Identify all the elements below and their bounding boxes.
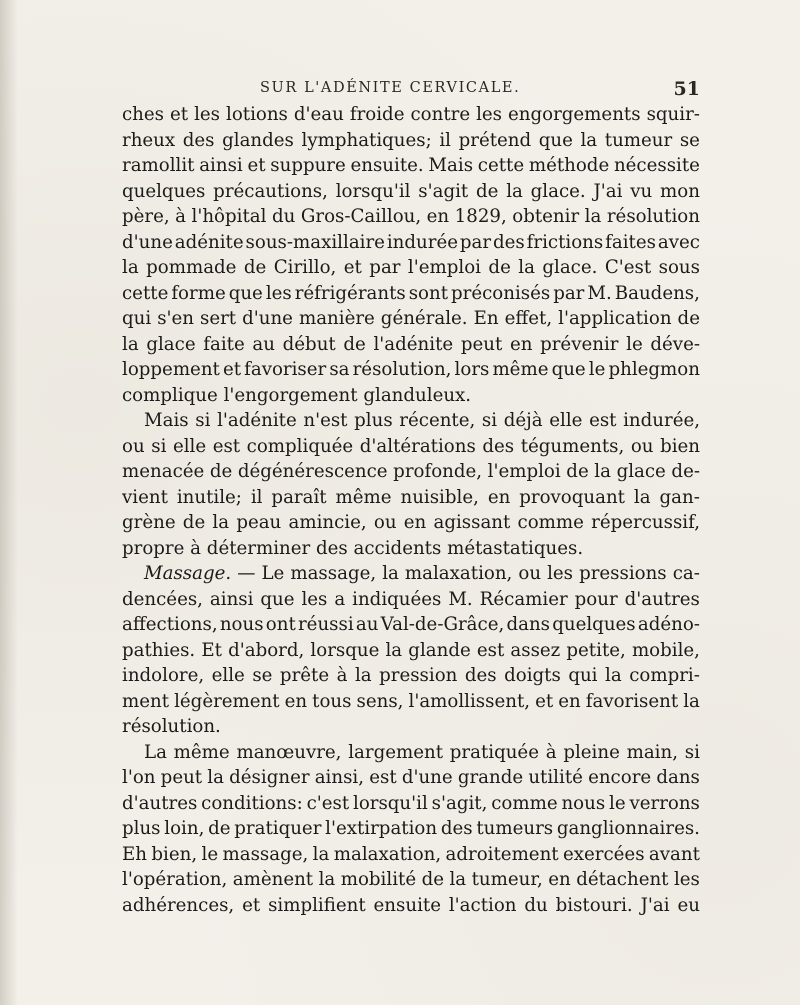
text-line: la pommade de Cirillo, et par l'emploi de la glace. C'est sous xyxy=(122,257,700,278)
page-gutter-shadow xyxy=(0,0,18,1005)
text-line: cette forme que les réfrigérants sont préconisés par M. Baudens, xyxy=(122,282,700,304)
text-line: vient inutile; il paraît même nuisible, en provoquant la gan- xyxy=(122,486,700,508)
text-line: La même manœuvre, largement pratiquée à pleine main, si xyxy=(144,741,700,763)
text-line: affections, nous ont réussi au Val-de-Grâce, dans quelques adéno- xyxy=(122,614,700,635)
text-line: d'une adénite sous-maxillaire indurée par des frictions faites avec xyxy=(122,231,700,253)
text-line: grène de la peau amincie, ou en agissant comme répercussif, xyxy=(122,512,700,533)
text-line: dencées, ainsi que les a indiquées M. Récamier pour d'autres xyxy=(122,588,700,610)
text-line: Mais si l'adénite n'est plus récente, si déjà elle est indurée, xyxy=(144,410,700,431)
text-line: l'opération, amènent la mobilité de la tumeur, en détachent les xyxy=(122,869,700,890)
running-head xyxy=(120,80,700,102)
page-number: 51 xyxy=(673,78,700,100)
text-line: indolore, elle se prête à la pression des doigts qui la compri- xyxy=(122,665,700,686)
text-line: ou si elle est compliquée d'altérations des téguments, ou bien xyxy=(122,435,700,457)
text-line: rheux des glandes lymphatiques; il prétend que la tumeur se xyxy=(122,129,700,151)
body-text xyxy=(122,102,700,918)
running-title: SUR L'ADÉNITE CERVICALE. xyxy=(260,80,521,96)
text-line: d'autres conditions: c'est lorsqu'il s'agit, comme nous le verrons xyxy=(122,792,700,814)
text-line: complique l'engorgement glanduleux. xyxy=(122,384,472,406)
text-line: la glace faite au début de l'adénite peut en prévenir le déve- xyxy=(122,333,700,355)
text-line: propre à déterminer des accidents métastatiques. xyxy=(122,537,584,559)
text-line: plus loin, de pratiquer l'extirpation des tumeurs ganglionnaires. xyxy=(122,818,700,839)
text-line: quelques précautions, lorsqu'il s'agit de la glace. J'ai vu mon xyxy=(122,180,700,202)
text-line: résolution. xyxy=(122,716,221,737)
text-line: ment légèrement en tous sens, l'amollissent, et en favorisent la xyxy=(122,690,700,712)
text-line: Massage. — Le massage, la malaxation, ou les pressions ca- xyxy=(144,563,700,584)
text-line: qui s'en sert d'une manière générale. En effet, l'application de xyxy=(122,308,700,329)
text-line: ches et les lotions d'eau froide contre les engorgements squir- xyxy=(122,104,700,125)
text-line: menacée de dégénérescence profonde, l'emploi de la glace de- xyxy=(122,461,700,482)
text-line: l'on peut la désigner ainsi, est d'une grande utilité encore dans xyxy=(122,767,700,788)
text-line: Eh bien, le massage, la malaxation, adroitement exercées avant xyxy=(122,843,700,865)
text-line: loppement et favoriser sa résolution, lors même que le phlegmon xyxy=(122,359,700,380)
text-line: ramollit ainsi et suppure ensuite. Mais cette méthode nécessite xyxy=(122,155,700,176)
text-line: adhérences, et simplifient ensuite l'action du bistouri. J'ai eu xyxy=(122,894,700,916)
text-line: pathies. Et d'abord, lorsque la glande est assez petite, mobile, xyxy=(122,639,700,661)
text-line: père, à l'hôpital du Gros-Caillou, en 1829, obtenir la résolution xyxy=(122,206,700,227)
